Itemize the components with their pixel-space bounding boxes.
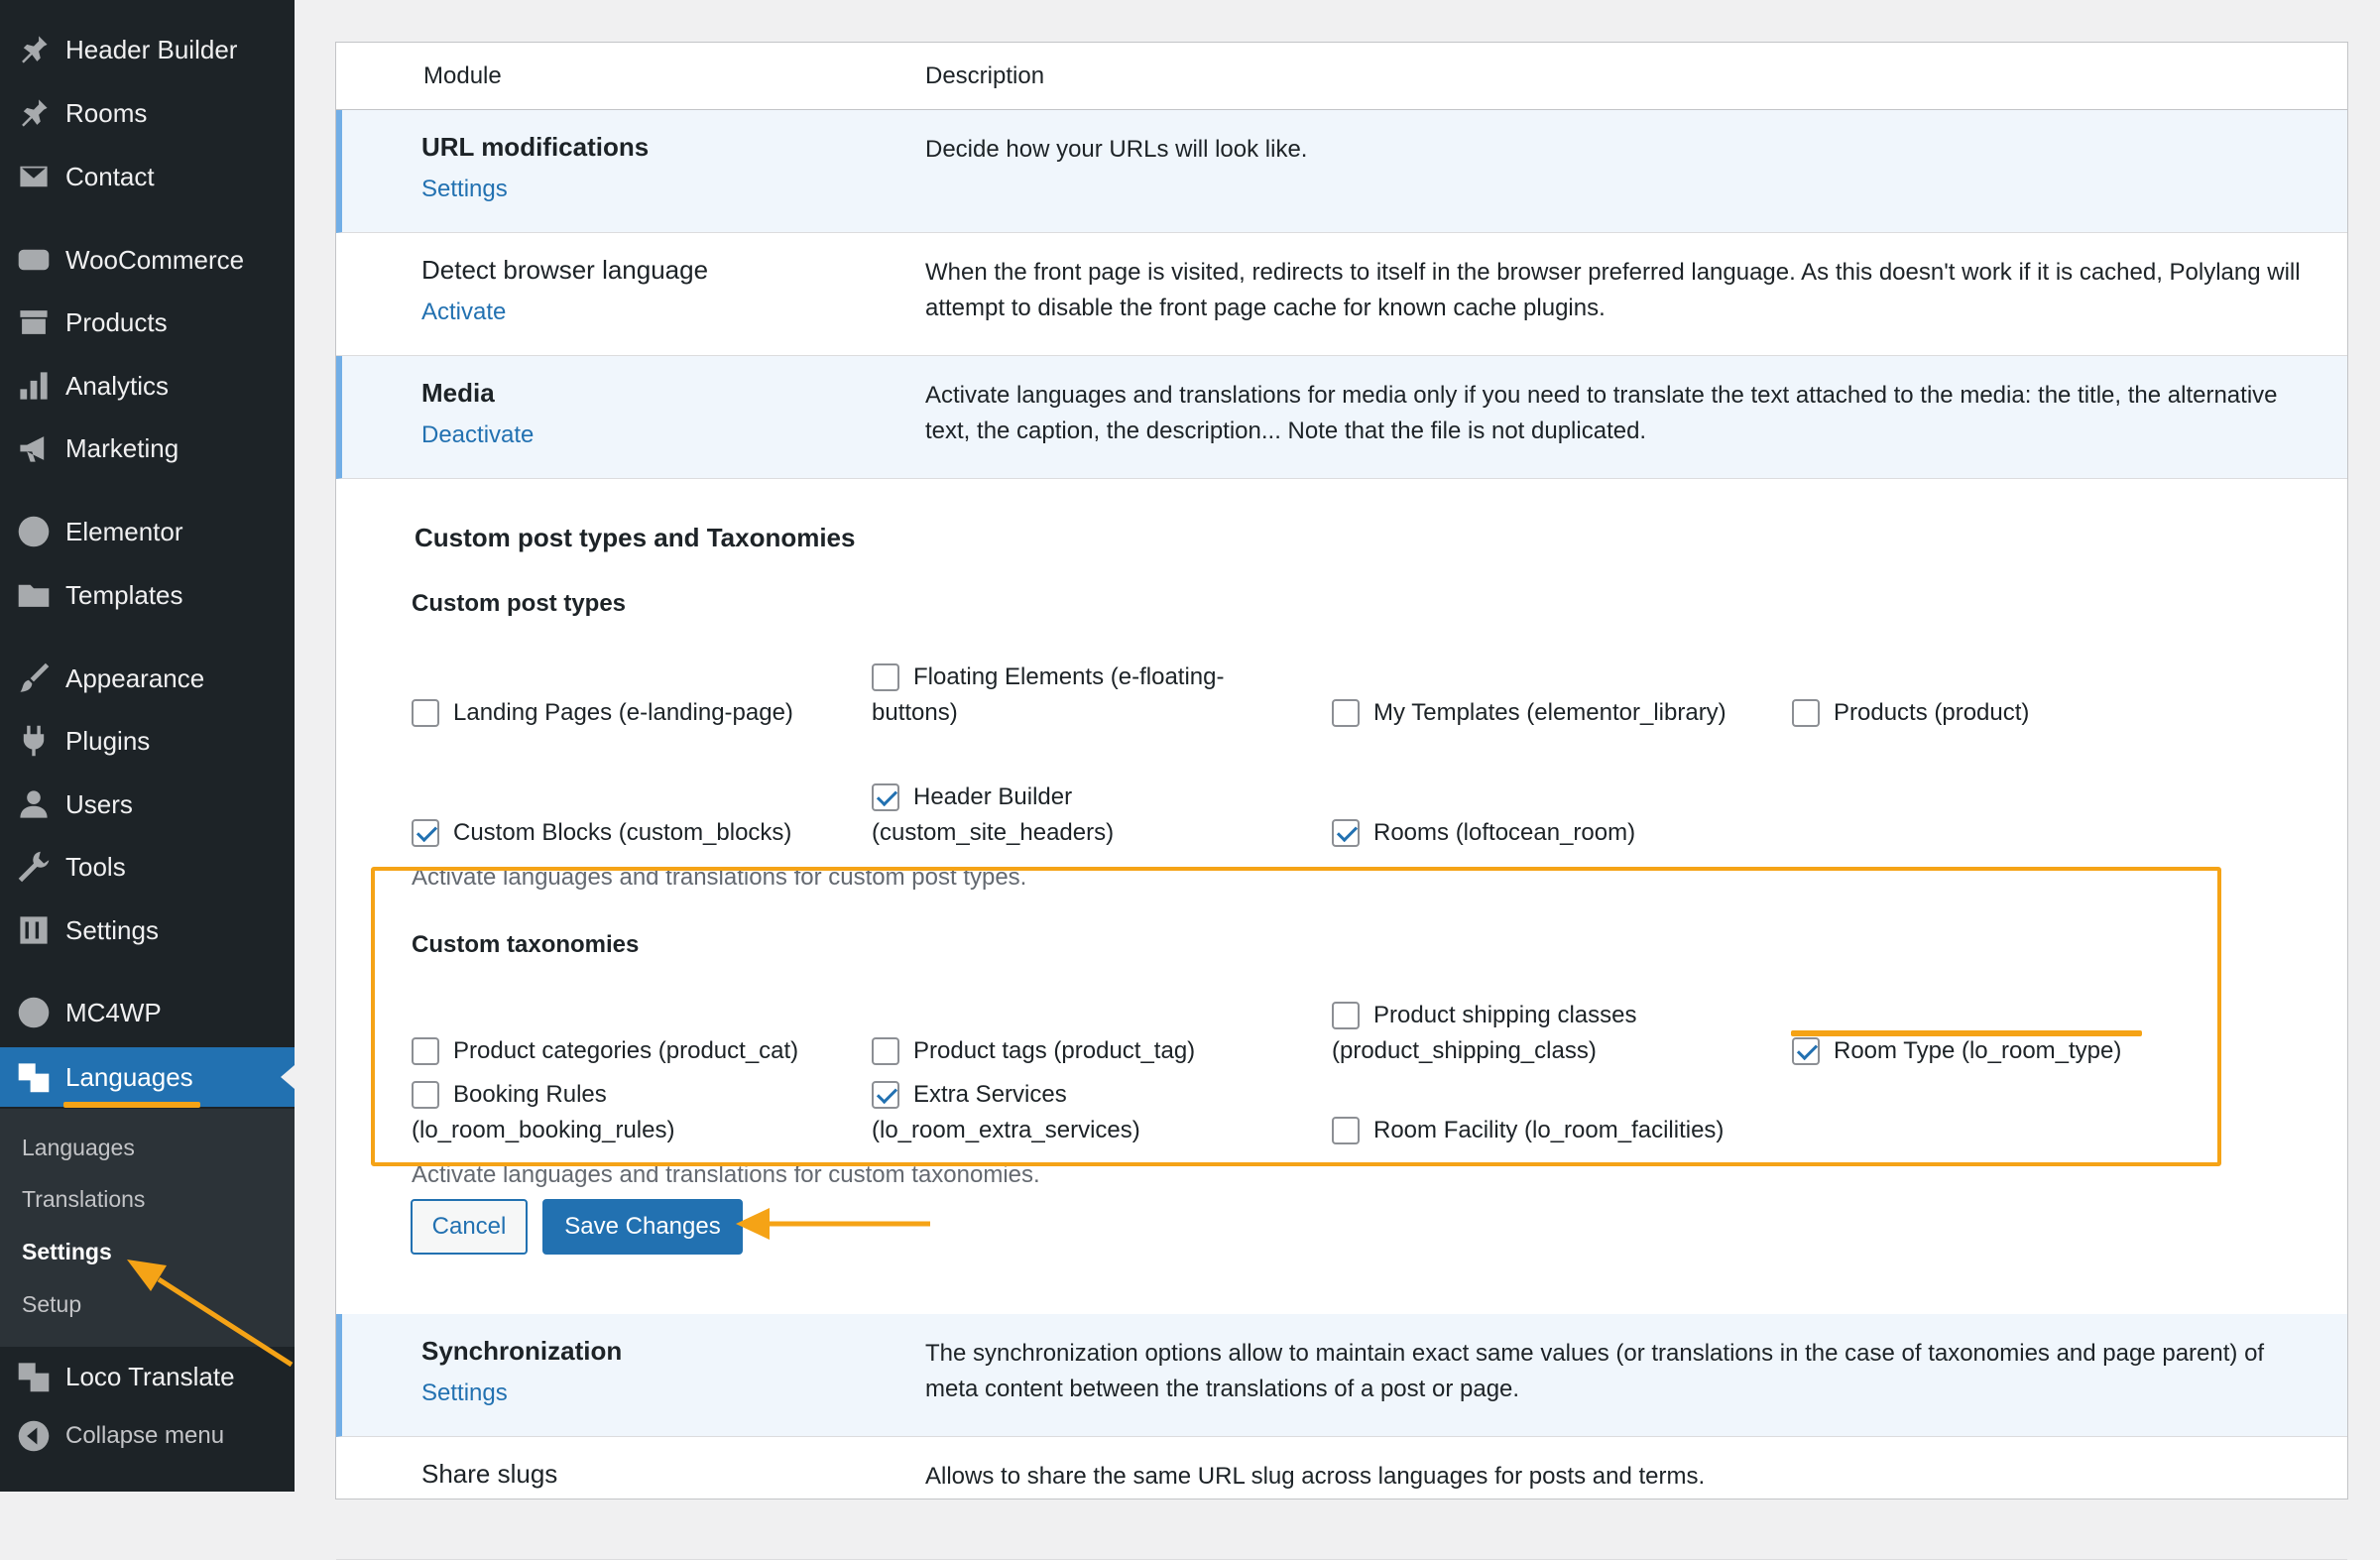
module-activate-link[interactable]: Activate: [421, 299, 507, 325]
checkbox-label: My Templates (elementor_library): [1373, 699, 1726, 726]
checkbox-label: Products (product): [1834, 699, 2030, 726]
module-title: URL modifications: [421, 132, 650, 162]
checkbox-label: Room Facility (lo_room_facilities): [1373, 1117, 1725, 1143]
menu-label: Appearance: [65, 662, 205, 693]
checkbox-label-cont: (lo_room_booking_rules): [412, 1117, 675, 1143]
checkbox-label: Product tags (product_tag): [913, 1037, 1196, 1064]
checkbox-label-cont: (custom_site_headers): [872, 819, 1115, 846]
menu-label: WooCommerce: [65, 244, 245, 275]
menu-label: Rooms: [65, 97, 148, 128]
module-description: Activate languages and translations for media only if you need to translate the text attached to the media: the title, the alternative text, the caption, the description... Note that the file is not duplicated.: [925, 382, 2278, 444]
arrow-to-settings-icon: [127, 1260, 292, 1365]
menu-label: Loco Translate: [65, 1361, 235, 1391]
menu-label: Templates: [65, 579, 183, 610]
save-changes-button[interactable]: Save Changes: [542, 1199, 743, 1255]
checkbox-label-cont: buttons): [872, 699, 958, 726]
submenu-setup[interactable]: Setup: [22, 1291, 82, 1317]
menu-label: Elementor: [65, 516, 183, 546]
menu-label: Contact: [65, 161, 155, 191]
menu-label: Marketing: [65, 432, 179, 463]
submenu-languages[interactable]: Languages: [22, 1135, 135, 1160]
cpt-hint: Activate languages and translations for custom post types.: [412, 864, 1027, 891]
checkbox-label: Extra Services: [913, 1081, 1067, 1108]
submenu-settings[interactable]: Settings: [22, 1239, 112, 1264]
module-deactivate-link[interactable]: Deactivate: [421, 421, 535, 448]
menu-label: Settings: [65, 914, 159, 945]
checkbox-label: Rooms (loftocean_room): [1373, 819, 1636, 846]
menu-label: Tools: [65, 851, 126, 882]
column-header-module: Module: [423, 62, 502, 89]
module-settings-link[interactable]: Settings: [421, 176, 508, 202]
custom-taxonomies-title: Custom taxonomies: [412, 931, 640, 958]
checkbox-label-cont: (product_shipping_class): [1332, 1037, 1597, 1064]
module-title: Synchronization: [421, 1336, 623, 1366]
module-title: Media: [421, 378, 495, 408]
checkbox-label: Booking Rules: [453, 1081, 607, 1108]
module-title: Share slugs: [421, 1459, 558, 1489]
module-description: Allows to share the same URL slug across languages for posts and terms.: [925, 1463, 1706, 1490]
checkbox-label: Floating Elements (e-floating-: [913, 663, 1225, 690]
checkbox-label: Custom Blocks (custom_blocks): [453, 819, 792, 846]
cancel-button[interactable]: Cancel: [411, 1199, 528, 1255]
module-description: The synchronization options allow to maintain exact same values (or translations in the case of taxonomies and page parent) of meta content between the translations of a post or page.: [925, 1340, 2265, 1402]
menu-label: Users: [65, 788, 133, 819]
checkbox-label: Product shipping classes: [1373, 1002, 1637, 1028]
menu-label: Analytics: [65, 370, 170, 401]
arrow-to-save-icon: [736, 1208, 930, 1240]
checkbox-label: Header Builder: [913, 783, 1073, 810]
menu-label: Plugins: [65, 725, 151, 756]
custom-post-types-title: Custom post types: [412, 590, 627, 617]
checkbox-label: Room Type (lo_room_type): [1834, 1037, 2122, 1064]
cpt-section-title: Custom post types and Taxonomies: [415, 523, 856, 552]
menu-label: Collapse menu: [65, 1422, 225, 1449]
taxonomies-hint: Activate languages and translations for custom taxonomies.: [412, 1161, 1040, 1188]
module-description: Decide how your URLs will look like.: [925, 136, 1308, 163]
checkbox-label: Product categories (product_cat): [453, 1037, 799, 1064]
module-settings-link[interactable]: Settings: [421, 1380, 508, 1406]
checkbox-label: Landing Pages (e-landing-page): [453, 699, 793, 726]
module-title: Detect browser language: [421, 255, 709, 285]
menu-label: Header Builder: [65, 34, 238, 64]
menu-label: MC4WP: [65, 997, 162, 1027]
menu-label: Products: [65, 306, 168, 337]
menu-label: Languages: [65, 1061, 193, 1092]
submenu-translations[interactable]: Translations: [22, 1186, 146, 1212]
column-header-description: Description: [925, 62, 1045, 89]
module-description: When the front page is visited, redirects to itself in the browser preferred language. As this doesn't work if it is cached, Polylang will attempt to disable the front page cache for known cache plugins.: [925, 259, 2301, 321]
checkbox-label-cont: (lo_room_extra_services): [872, 1117, 1140, 1143]
